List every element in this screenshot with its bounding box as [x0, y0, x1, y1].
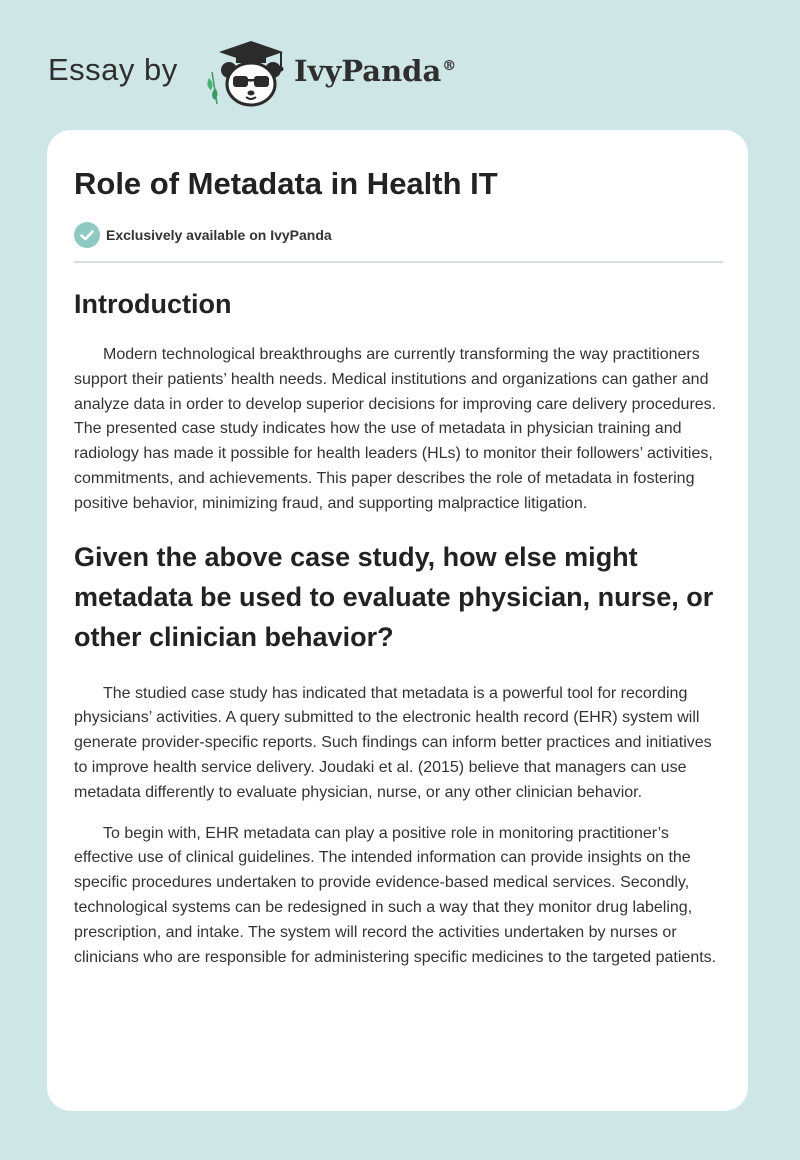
section-heading-introduction: Introduction	[74, 289, 232, 319]
divider	[74, 261, 723, 263]
panda-graduate-icon[interactable]	[203, 38, 295, 108]
section-heading-question: Given the above case study, how else might metadata be used to evaluate physician, nurse, or other clinician behavior?	[74, 541, 714, 652]
page-title: Role of Metadata in Health IT	[74, 166, 498, 201]
paragraph: The studied case study has indicated that metadata is a powerful tool for recording physicians’ activities. A query submitted to the electronic health record (EHR) system will generate provider-specific reports. Such findings can inform better practices and initiatives to improve health service delivery. Joudaki et al. (2015) believe that managers can use metadata differently to evaluate physician, nurse, or any other clinician behavior.	[74, 684, 712, 801]
brand-name[interactable]	[294, 54, 456, 88]
brand-name-text: IvyPanda	[294, 54, 442, 88]
essay-card	[47, 130, 748, 1111]
paragraph: Modern technological breakthroughs are currently transforming the way practitioners support their patients’ health needs. Medical institutions and organizations can gather and analyze data in order to develop superior decisions for improving care delivery procedures. The presented case study indicates how the use of metadata in physician training and radiology has made it possible for health leaders (HLs) to monitor their followers’ activities, commitments, and achievements. This paper describes the role of metadata in fostering positive behavior, minimizing fraud, and supporting malpractice litigation.	[74, 346, 717, 512]
site-header	[48, 38, 468, 108]
badge-label: Exclusively available on IvyPanda	[106, 227, 332, 243]
exclusive-badge	[74, 222, 332, 248]
check-circle-icon	[74, 222, 100, 248]
brand-prefix: Essay by	[48, 52, 178, 87]
registered-mark: ®	[442, 58, 457, 75]
paragraph: To begin with, EHR metadata can play a positive role in monitoring practitioner’s effective use of clinical guidelines. The intended information can provide insights on the specific procedures undertaken to provide evidence-based medical services. Secondly, technological systems can be redesigned in such a way that they monitor drug labeling, prescription, and intake. The system will record the activities undertaken by nurses or clinicians who are responsible for administering specific medicines to the targeted patients.	[74, 824, 717, 966]
essay-body	[74, 282, 724, 970]
